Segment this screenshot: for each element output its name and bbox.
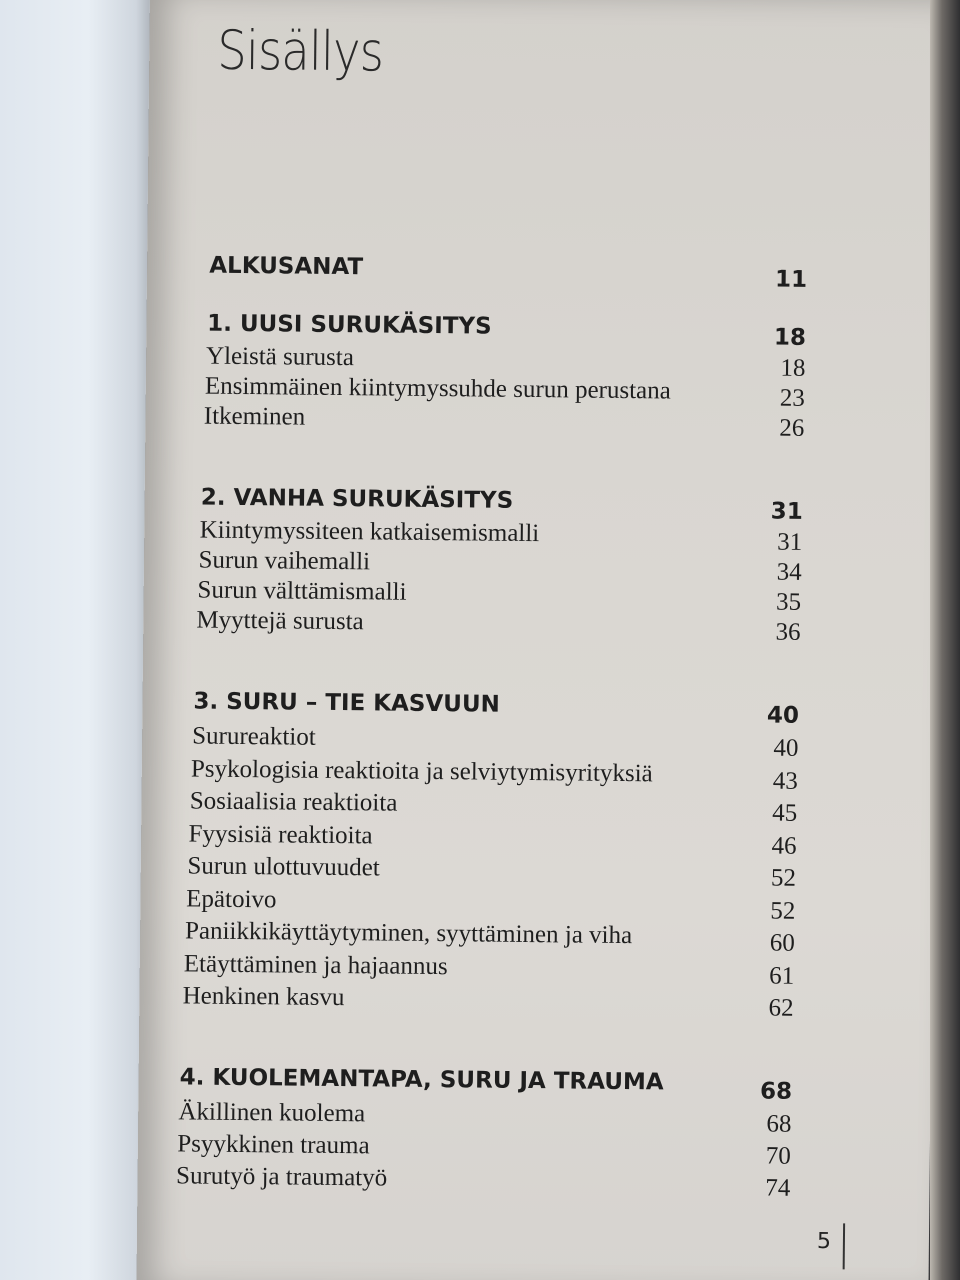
left-page-edge xyxy=(0,0,160,1280)
toc-entry-page: 60 xyxy=(769,929,795,957)
toc-entry xyxy=(138,1162,791,1202)
toc-heading-alkusanat xyxy=(147,252,808,293)
toc-entry xyxy=(142,787,798,827)
toc-entry xyxy=(144,516,803,556)
toc-chapter-4-title: 4. KUOLEMANTAPA, SURU JA TRAUMA xyxy=(179,1064,664,1096)
toc-entry xyxy=(144,576,802,616)
toc-chapter-4 xyxy=(139,1064,793,1105)
toc-entry xyxy=(140,949,795,990)
toc-chapter-1-title: 1. UUSI SURUKÄSITYS xyxy=(207,310,492,340)
toc-heading-alkusanat-title: ALKUSANAT xyxy=(209,252,364,281)
toc-heading-alkusanat-page: 11 xyxy=(774,266,808,293)
toc-entry-page: 31 xyxy=(777,528,803,556)
toc-entry-page: 74 xyxy=(765,1174,791,1202)
toc-entry-page: 18 xyxy=(780,354,806,382)
page-title: Sisällys xyxy=(217,18,384,84)
toc-entry-page: 26 xyxy=(779,414,805,442)
toc-entry-page: 45 xyxy=(772,799,798,827)
toc-entry xyxy=(142,722,799,762)
toc-chapter-4-page: 68 xyxy=(759,1078,793,1105)
toc-entry-title: Psykologisia reaktioita ja selviytymisyrityksiä xyxy=(190,754,653,787)
toc-entry xyxy=(146,372,805,412)
toc-chapter-2-title: 2. VANHA SURUKÄSITYS xyxy=(200,484,514,514)
toc-entry xyxy=(146,342,806,382)
toc-chapter-2-page: 31 xyxy=(770,498,803,525)
toc-entry xyxy=(140,982,794,1022)
toc-entry-title: Äkillinen kuolema xyxy=(178,1098,366,1128)
right-background xyxy=(930,0,960,1280)
toc-entry xyxy=(141,884,796,925)
toc-entry-title: Fyysisiä reaktioita xyxy=(188,819,373,849)
toc-entry-page: 70 xyxy=(765,1142,791,1170)
toc-entry-page: 68 xyxy=(766,1110,792,1138)
toc-entry-title: Paniikkikäyttäytyminen, syyttäminen ja viha xyxy=(184,917,633,950)
toc-entry-title: Kiintymyssiteen katkaisemismalli xyxy=(199,516,540,548)
toc-entry-title: Ensimmäinen kiintymyssuhde surun perustana xyxy=(204,372,671,405)
toc-chapter-1-page: 18 xyxy=(773,324,807,351)
page-number-rule xyxy=(843,1223,845,1269)
toc-chapter-1 xyxy=(147,310,807,351)
toc-entry-title: Surureaktiot xyxy=(192,722,316,751)
toc-entry-page: 61 xyxy=(769,962,795,990)
toc-entry xyxy=(144,606,801,646)
toc-entry-page: 62 xyxy=(768,994,794,1022)
toc-entry xyxy=(142,754,798,795)
toc-chapter-3-page: 40 xyxy=(766,702,800,729)
toc-entry-title: Myyttejä surusta xyxy=(196,606,364,636)
toc-entry-title: Etäyttäminen ja hajaannus xyxy=(183,949,448,980)
toc-entry-page: 52 xyxy=(770,897,796,925)
toc-entry xyxy=(141,852,797,892)
toc-entry-page: 23 xyxy=(779,384,805,412)
toc-entry-title: Surun ulottuvuudet xyxy=(187,852,380,882)
toc-chapter-3-title: 3. SURU – TIE KASVUUN xyxy=(193,688,500,718)
toc-entry-page: 35 xyxy=(775,588,802,616)
toc-entry xyxy=(138,1098,792,1138)
toc-entry-title: Surun välttämismalli xyxy=(197,576,407,606)
toc-entry-title: Henkinen kasvu xyxy=(182,982,345,1012)
contents-page xyxy=(136,0,942,1280)
toc-chapter-3 xyxy=(143,688,800,729)
toc-entry-page: 34 xyxy=(776,558,802,586)
toc-entry-title: Surun vaihemalli xyxy=(198,546,371,576)
toc-entry-page: 52 xyxy=(770,864,797,892)
toc-entry-title: Epätoivo xyxy=(186,884,277,913)
toc-entry-page: 40 xyxy=(773,734,799,762)
toc-entry-title: Itkeminen xyxy=(203,402,306,431)
toc-chapter-2 xyxy=(145,484,803,525)
toc-entry-title: Psyykkinen trauma xyxy=(177,1130,370,1160)
toc-entry-page: 46 xyxy=(771,832,797,860)
toc-entry xyxy=(141,819,797,860)
toc-entry xyxy=(140,917,795,957)
page-number: 5 xyxy=(816,1229,832,1255)
toc-entry-title: Yleistä surusta xyxy=(205,342,355,372)
toc-entry xyxy=(138,1130,791,1170)
toc-entry-title: Sosiaalisia reaktioita xyxy=(189,787,398,817)
toc-entry-title: Surutyö ja traumatyö xyxy=(175,1162,388,1192)
toc-entry-page: 36 xyxy=(775,618,801,646)
toc-entry-page: 43 xyxy=(772,767,798,795)
